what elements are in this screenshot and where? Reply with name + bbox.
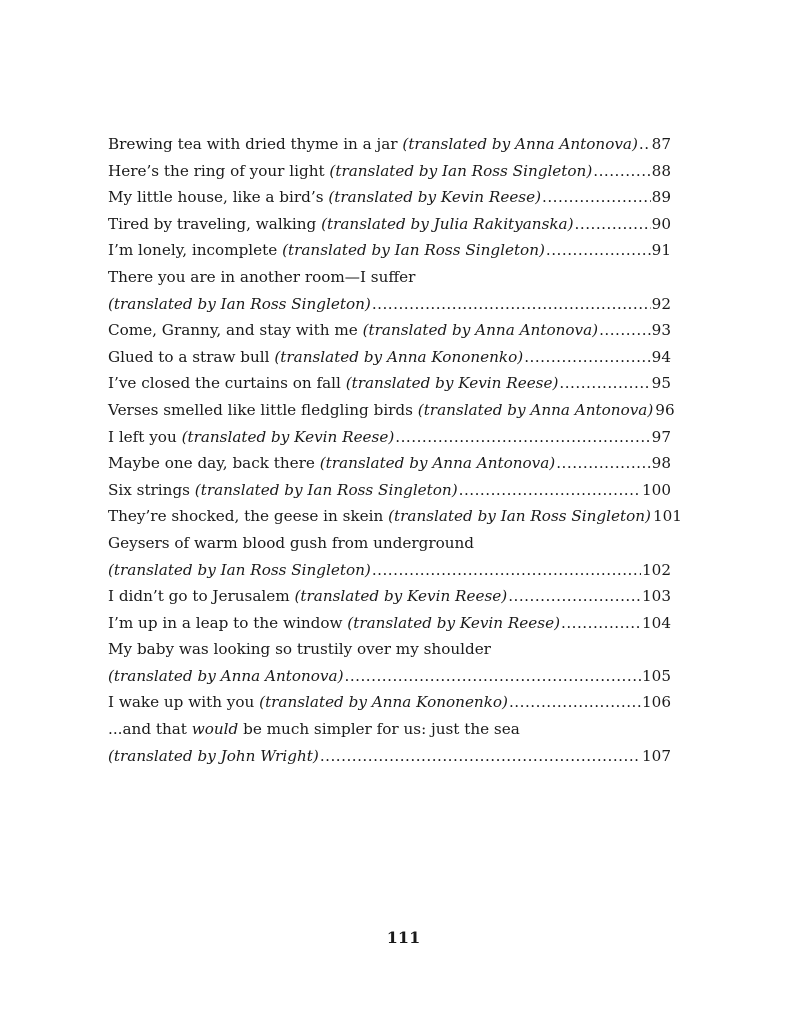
dot-leader	[320, 743, 641, 770]
entry-translator: (translated by Ian Ross Singleton)	[388, 507, 651, 526]
entry-title-emphasis: would	[191, 720, 239, 739]
toc-entry	[108, 184, 671, 211]
dot-leader	[459, 477, 641, 504]
entry-page-number: 94	[651, 347, 671, 366]
entry-translator: (translated by John Wright)	[108, 746, 319, 765]
dot-leader	[599, 317, 651, 344]
toc-entry	[108, 344, 671, 371]
entry-title: I’m lonely, incomplete	[108, 241, 278, 260]
toc-entry	[108, 583, 671, 610]
entry-title: Brewing tea with dried thyme in a jar	[108, 135, 398, 153]
toc-entry	[108, 397, 675, 424]
entry-page-number: 104	[642, 613, 671, 632]
entry-page-number: 96	[655, 400, 675, 419]
entry-page-number: 100	[642, 480, 671, 499]
dot-leader	[575, 211, 651, 238]
entry-title-start: ...and that	[108, 720, 192, 739]
entry-page-number: 92	[651, 294, 671, 313]
entry-translator: (translated by Julia Rakityanska)	[321, 214, 574, 233]
toc-entry	[108, 503, 682, 530]
entry-translator: (translated by Anna Antonova)	[108, 666, 344, 685]
entry-title-end: be much simpler for us: just the sea	[238, 720, 520, 739]
toc-entry	[108, 636, 671, 689]
entry-page-number: 93	[651, 321, 671, 340]
entry-page-number: 90	[651, 214, 671, 233]
toc-entry	[108, 689, 671, 716]
entry-page-number: 88	[651, 161, 671, 180]
entry-translator: (translated by Kevin Reese)	[181, 427, 395, 446]
entry-title: I left you	[108, 427, 177, 446]
entry-translator: (translated by Ian Ross Singleton)	[194, 480, 458, 499]
entry-page-number: 103	[642, 587, 671, 606]
entry-page-number: 105	[642, 666, 671, 685]
entry-title: I’ve closed the curtains on fall	[108, 374, 341, 393]
entry-title: Glued to a straw bull	[108, 347, 270, 366]
entry-title: There you are in another room—I suffer	[108, 267, 416, 286]
entry-title: Verses smelled like little fledgling birds	[108, 400, 413, 419]
entry-title: I wake up with you	[108, 693, 255, 712]
entry-title: They’re shocked, the geese in skein	[108, 507, 384, 526]
entry-title	[108, 716, 520, 743]
toc-entry	[108, 237, 671, 264]
entry-translator: (translated by Anna Kononenko)	[259, 693, 508, 712]
entry-translator: (translated by Kevin Reese)	[347, 613, 560, 632]
dot-leader	[561, 610, 641, 637]
entry-title: Tired by traveling, walking	[108, 214, 317, 233]
entry-title: Six strings	[108, 480, 190, 499]
entry-page-number: 91	[651, 241, 671, 260]
dot-leader	[509, 689, 641, 716]
entry-title: I didn’t go to Jerusalem	[108, 587, 290, 606]
dot-leader	[556, 450, 650, 477]
entry-translator: (translated by Anna Kononenko)	[274, 347, 524, 366]
entry-title: Here’s the ring of your light	[108, 161, 325, 180]
toc-entry	[108, 370, 671, 397]
entry-page-number: 87	[651, 135, 671, 153]
toc-entry	[108, 317, 671, 344]
entry-page-number: 106	[642, 693, 671, 712]
table-of-contents	[108, 131, 682, 769]
entry-translator: (translated by Kevin Reese)	[294, 587, 508, 606]
entry-title: My little house, like a bird’s	[108, 188, 324, 207]
toc-entry	[108, 424, 671, 451]
entry-page-number: 97	[651, 427, 671, 446]
toc-entry	[108, 530, 671, 583]
entry-page-number: 102	[642, 560, 671, 579]
dot-leader	[372, 291, 651, 318]
entry-translator: (translated by Ian Ross Singleton)	[329, 161, 593, 180]
entry-page-number: 95	[651, 374, 671, 393]
dot-leader	[524, 344, 650, 371]
dot-leader	[559, 370, 650, 397]
dot-leader	[542, 184, 651, 211]
toc-entry	[108, 264, 671, 317]
dot-leader	[508, 583, 641, 610]
entry-translator: (translated by Anna Antonova)	[362, 321, 599, 340]
toc-entry	[108, 211, 671, 238]
dot-leader	[593, 158, 650, 185]
entry-title: Come, Granny, and stay with me	[108, 321, 358, 340]
entry-translator: (translated by Anna Antonova)	[417, 400, 654, 419]
entry-page-number: 101	[652, 507, 682, 526]
toc-entry	[108, 131, 671, 158]
dot-leader	[639, 131, 651, 158]
entry-page-number: 98	[651, 454, 671, 473]
entry-page-number: 107	[642, 746, 671, 765]
toc-entry	[108, 716, 671, 769]
dot-leader	[395, 424, 650, 451]
entry-translator: (translated by Kevin Reese)	[345, 374, 559, 393]
dot-leader	[546, 237, 651, 264]
entry-translator: (translated by Anna Antonova)	[402, 135, 638, 153]
page-number: 111	[386, 928, 421, 947]
dot-leader	[345, 663, 642, 690]
toc-entry	[108, 158, 671, 185]
entry-translator: (translated by Ian Ross Singleton)	[282, 241, 545, 260]
entry-translator: (translated by Ian Ross Singleton)	[108, 294, 371, 313]
entry-title: Geysers of warm blood gush from underground	[108, 533, 475, 552]
entry-page-number: 89	[651, 188, 671, 207]
entry-translator: (translated by Ian Ross Singleton)	[108, 560, 371, 579]
entry-title: I’m up in a leap to the window	[108, 613, 343, 632]
entry-translator: (translated by Anna Antonova)	[319, 454, 556, 473]
entry-title: My baby was looking so trustily over my shoulder	[108, 640, 491, 659]
toc-entry	[108, 450, 671, 477]
toc-entry	[108, 610, 671, 637]
entry-title: Maybe one day, back there	[108, 454, 315, 473]
entry-translator: (translated by Kevin Reese)	[328, 188, 542, 207]
toc-entry	[108, 477, 671, 504]
dot-leader	[372, 557, 641, 584]
